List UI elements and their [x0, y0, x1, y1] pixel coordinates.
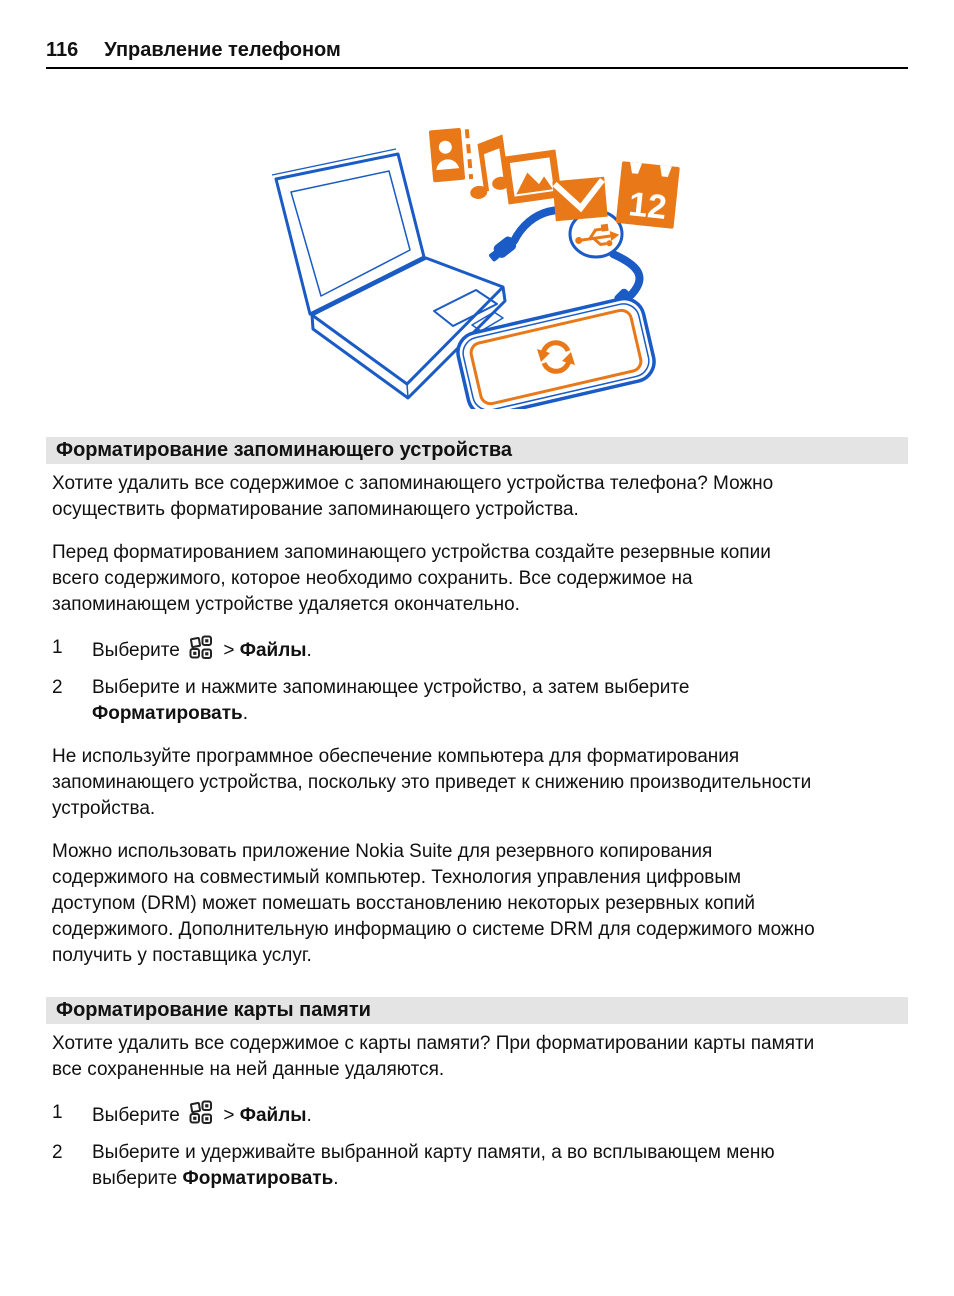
chapter-title: Управление телефоном — [104, 39, 341, 61]
step-number: 2 — [52, 1142, 63, 1163]
calendar-day-label: 12 — [626, 185, 669, 227]
step-number: 1 — [52, 637, 63, 658]
email-icon — [552, 177, 607, 221]
step-text — [92, 1100, 816, 1134]
step-item — [52, 635, 816, 669]
step-item — [52, 1140, 816, 1192]
step-number: 2 — [52, 677, 63, 698]
phone-graphic — [454, 295, 658, 409]
steps-list — [52, 1100, 816, 1192]
menu-key-icon — [189, 1100, 213, 1134]
step-text-segment: Выберите и нажмите запоминающее устройство, а затем выберите — [92, 677, 690, 698]
paragraph: Хотите удалить все содержимое с запоминающего устройства телефона? Можно осуществить форматирование запоминающего устройства. — [52, 473, 774, 520]
step-item — [52, 675, 816, 727]
paragraph: Перед форматированием запоминающего устройства создайте резервные копии всего содержимого, которое необходимо сохранить. Все содержимое на запоминающем устройстве удаляется окончательно. — [52, 542, 771, 615]
step-text — [92, 635, 816, 669]
sync-illustration — [0, 99, 954, 409]
step-text-segment: Выберите — [92, 1105, 180, 1126]
page-content — [46, 437, 908, 1192]
step-text-segment: Выберите — [92, 640, 180, 661]
step-ui-term: Файлы — [239, 640, 307, 661]
page-header — [46, 38, 908, 69]
step-ui-term: Файлы — [239, 1105, 307, 1126]
step-text-end: . — [242, 703, 249, 724]
paragraph: Не используйте программное обеспечение компьютера для форматирования запоминающего устройства, поскольку это приведет к снижению производительности устройства. — [52, 746, 812, 819]
step-text — [92, 1140, 816, 1192]
step-item — [52, 1100, 816, 1134]
contact-card-icon — [429, 127, 473, 182]
paragraph: Можно использовать приложение Nokia Suite для резервного копирования содержимого на совместимый компьютер. Технология управления цифровым доступом (DRM) может помешать восстановлению некоторых резервных копий содержимого. Дополнительную информацию о системе DRM для содержимого можно получить у поставщика услуг. — [52, 841, 815, 966]
step-number: 1 — [52, 1102, 63, 1123]
step-text-end: . — [306, 1105, 312, 1126]
paragraph: Хотите удалить все содержимое с карты памяти? При форматировании карты памяти все сохраненные на ней данные удаляются. — [52, 1033, 815, 1080]
sync-illustration-svg — [0, 99, 954, 409]
steps-list — [52, 635, 816, 727]
step-text-separator: > — [223, 1105, 235, 1126]
step-text-end: . — [306, 640, 312, 661]
calendar-icon — [616, 161, 680, 229]
step-text-end: . — [333, 1168, 339, 1189]
step-text — [92, 675, 816, 727]
gallery-icon — [502, 149, 562, 204]
section-heading-format-memory-card: Форматирование карты памяти — [46, 997, 908, 1024]
page-number: 116 — [46, 39, 79, 61]
step-ui-term: Форматировать — [92, 703, 243, 724]
step-text-separator: > — [223, 640, 235, 661]
menu-key-icon — [189, 635, 213, 669]
section-heading-format-mass-memory: Форматирование запоминающего устройства — [46, 437, 908, 464]
step-ui-term: Форматировать — [182, 1168, 334, 1189]
step-text-segment: Выберите и удерживайте выбранной карту памяти, а во всплывающем меню выберите — [92, 1142, 775, 1189]
